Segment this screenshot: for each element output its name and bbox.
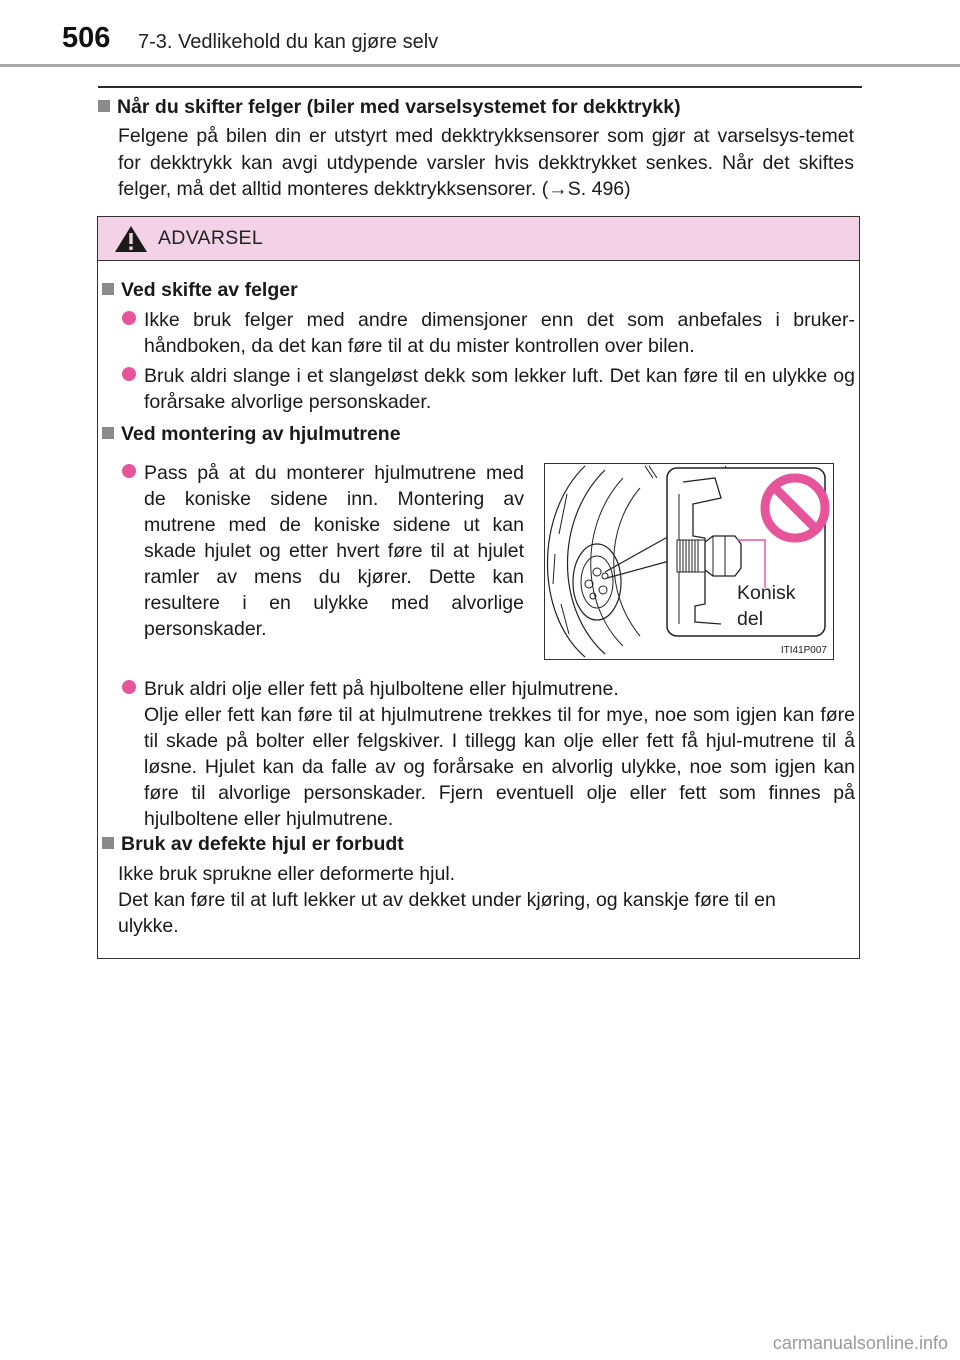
bullet-dot-icon — [122, 680, 136, 694]
warning-plain-text — [118, 861, 838, 939]
bullet-dot-icon — [122, 311, 136, 325]
square-bullet-icon — [102, 427, 114, 439]
warning-subheading-nuts — [102, 423, 401, 446]
bullet-text: Ikke bruk felger med andre dimensjoner enn det som anbefales i bruker-håndboken, da det kan føre til at du mister kontrollen over bilen. — [144, 309, 855, 357]
warning-bullet — [122, 460, 524, 642]
section-rule — [98, 86, 862, 88]
square-bullet-icon — [102, 837, 114, 849]
warning-subheading-rims — [102, 279, 298, 302]
bullet-text: Pass på at du monterer hjulmutrene med de koniske sidene inn. Montering av mutrene med de koniske sidene ut kan skade hjulet og etter hvert føre til at hjulet ramler av mens du kjører. Dette kan resultere i en ulykke med alvorlige personskader. — [144, 462, 524, 640]
figure-label-line1: Konisk — [737, 582, 796, 604]
warning-bullet — [122, 307, 855, 359]
plain-line: Ikke bruk sprukne eller deformerte hjul. — [118, 863, 456, 885]
note-body: Felgene på bilen din er utstyrt med dekktrykksensorer som gjør at varselsys-temet for dekktrykk kan avgi utdypende varsler hvis dekktrykket senkes. Når det skiftes felger, må det alltid monteres dekktrykksensorer. (→S. 496) — [118, 125, 854, 200]
note-heading-text: Når du skifter felger (biler med varselsystemet for dekktrykk) — [117, 96, 681, 118]
square-bullet-icon — [98, 100, 110, 112]
bullet-text-continued: Olje eller fett kan føre til at hjulmutrene trekkes til for mye, noe som igjen kan føre til skade på bolter eller felgskiver. I tillegg kan olje eller fett få hjul-mutrene til å løsne. Hjulet kan da falle av og forårsake en alvorlig ulykke, noe som igjen kan føre til alvorlige personskader. Fjern eventuell olje eller fett som finnes på hjulboltene eller hjulmutrene. — [144, 704, 855, 830]
plain-line: Det kan føre til at luft lekker ut av dekket under kjøring, og kanskje føre til en ulykke. — [118, 889, 776, 937]
subheading-text: Ved skifte av felger — [121, 279, 298, 301]
note-heading — [98, 96, 862, 119]
watermark: carmanualsonline.info — [772, 1333, 948, 1353]
square-bullet-icon — [102, 283, 114, 295]
header-rule — [0, 64, 960, 67]
figure-label — [737, 580, 796, 632]
bullet-dot-icon — [122, 464, 136, 478]
warning-subheading-defective — [102, 833, 404, 856]
subheading-text: Bruk av defekte hjul er forbudt — [121, 833, 404, 855]
warning-box — [97, 216, 860, 959]
section-title: 7-3. Vedlikehold du kan gjøre selv — [138, 31, 439, 53]
page-number: 506 — [62, 22, 111, 54]
wheel-nut-illustration — [544, 463, 834, 660]
bullet-text: Bruk aldri olje eller fett på hjulboltene eller hjulmutrene. — [144, 678, 619, 700]
bullet-dot-icon — [122, 367, 136, 381]
warning-triangle-icon — [114, 225, 148, 253]
warning-bullet — [122, 363, 855, 415]
figure-code: ITI41P007 — [780, 645, 827, 656]
warning-title: ADVARSEL — [158, 227, 263, 249]
bullet-text: Bruk aldri slange i et slangeløst dekk som lekker luft. Det kan føre til en ulykke og forårsake alvorlige personskader. — [144, 365, 855, 413]
figure-label-line2: del — [737, 608, 764, 630]
subheading-text: Ved montering av hjulmutrene — [121, 423, 401, 445]
page-header — [0, 0, 960, 70]
warning-header — [98, 217, 859, 261]
warning-bullet — [122, 676, 855, 832]
